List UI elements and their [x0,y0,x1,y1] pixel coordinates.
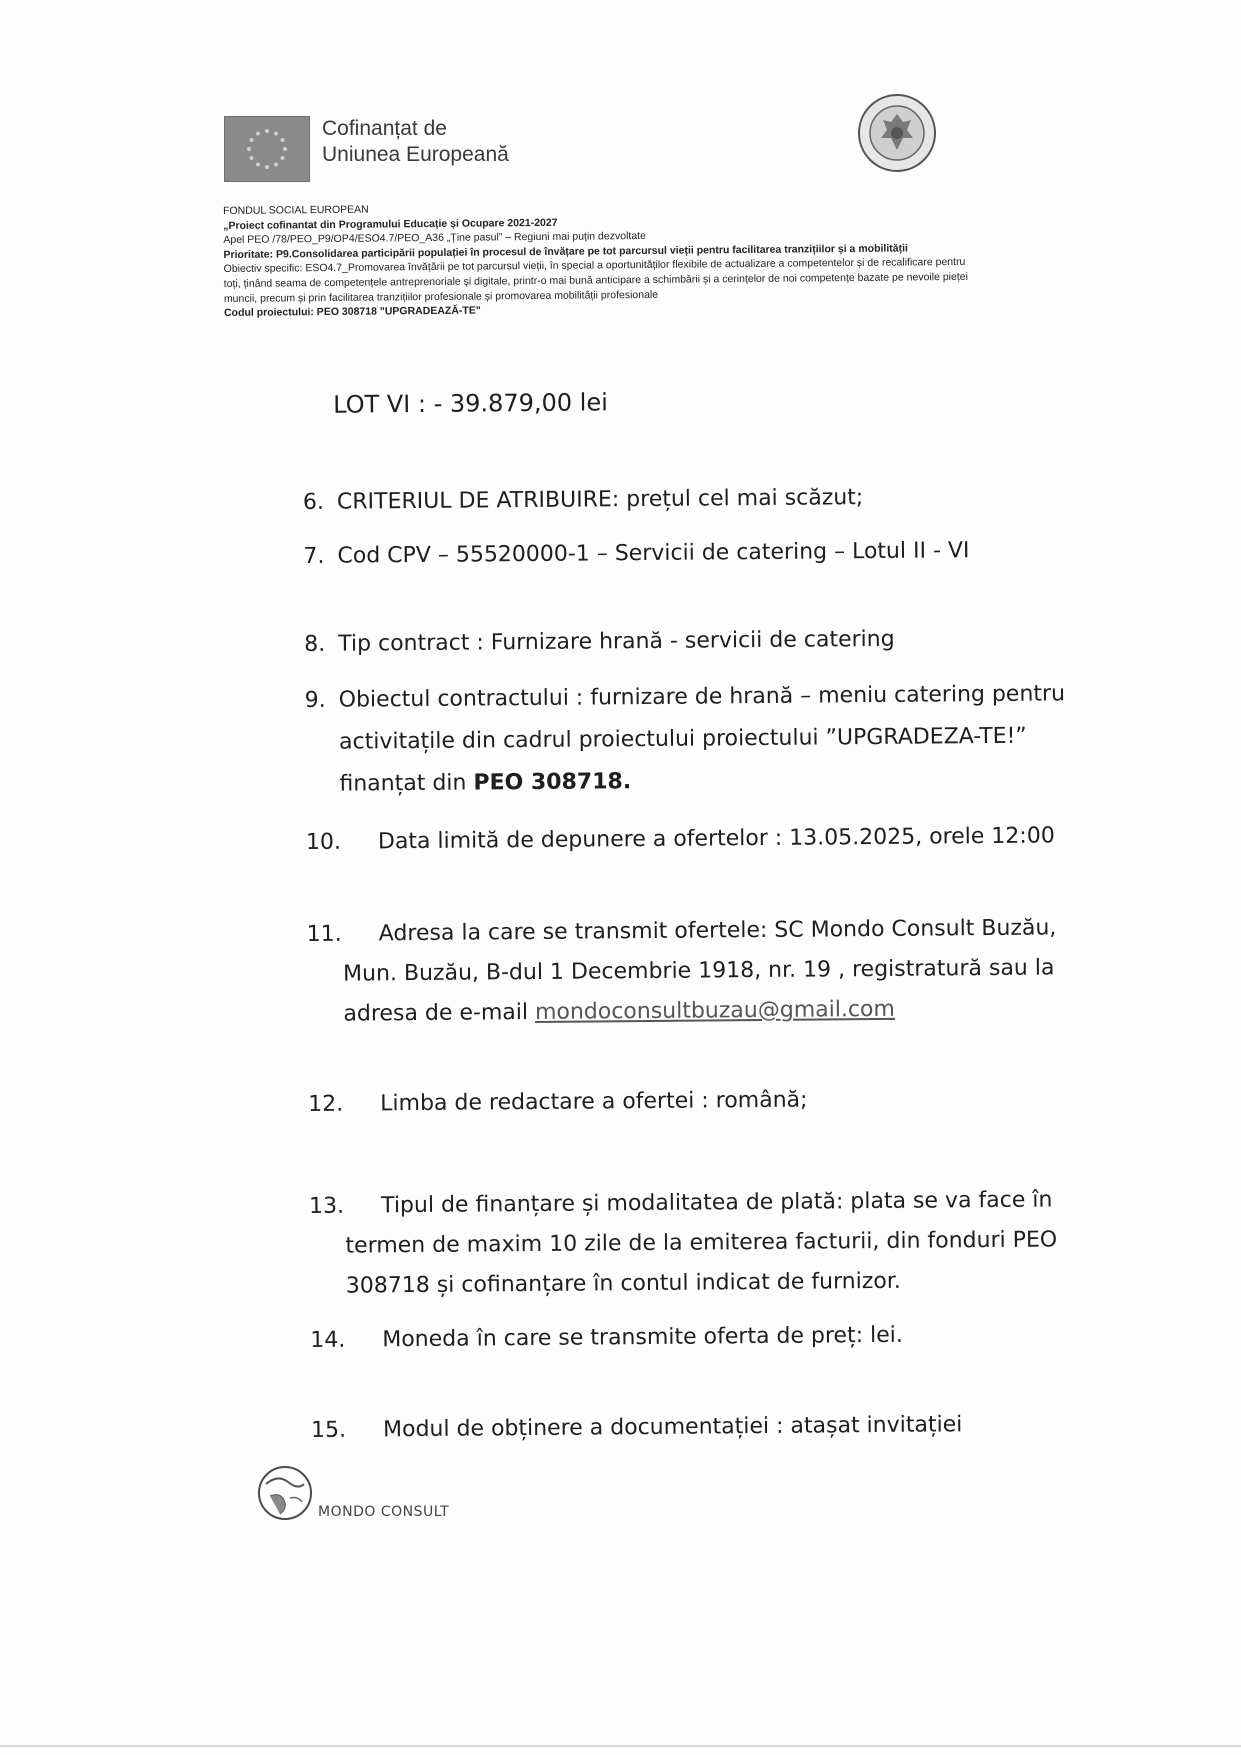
item-number: 11. [306,921,342,947]
header-line-0: FONDUL SOCIAL EUROPEAN [223,203,369,217]
item-number: 9. [304,687,326,713]
item-number: 12. [308,1091,344,1117]
header-line-2: Apel PEO /78/PEO_P9/OP4/ESO4.7/PEO_A36 „Ține pasul” – Regiuni mai puțin dezvoltate [223,230,646,247]
item-number: 10. [305,829,342,855]
lot-value: LOT VI : - 39.879,00 lei [333,388,608,419]
item-11-line-3 [343,993,895,1032]
item-text: adresa de e-mail [343,999,536,1027]
item-8 [304,623,895,662]
government-seal-icon [856,92,938,174]
item-9-line-3 [339,765,631,802]
item-13-line-3: 308718 și cofinanțare în contul indicat de furnizor. [345,1268,901,1299]
header-line-7: Codul proiectului: PEO 308718 "UPGRADEAZĂ-TE" [223,304,481,320]
item-7 [303,534,969,574]
item-number: 7. [303,543,325,569]
item-text: Tip contract : Furnizare hrană - servicii de catering [338,626,895,657]
item-6 [303,481,864,520]
item-number: 15. [310,1417,347,1443]
eu-line-1: Cofinanțat de [322,117,447,140]
item-12 [308,1084,808,1122]
item-text: Modul de obținere a documentației : atașat invitației [382,1412,963,1443]
item-13 [309,1183,1053,1223]
item-text: Cod CPV – 55520000-1 – Servicii de catering – Lotul II - VI [337,538,970,569]
item-text: finanțat din [339,770,474,797]
item-text: Tipul de finanțare și modalitatea de plată: plata se va face în [381,1187,1053,1219]
item-10 [306,819,1055,860]
footer-company-name: MONDO CONSULT [318,1504,450,1520]
item-number: 6. [302,489,325,515]
item-14 [310,1319,903,1358]
item-13-line-2: termen de maxim 10 zile de la emiterea facturii, din fonduri PEO [345,1227,1058,1259]
item-15 [311,1408,963,1448]
header-line-5: toți, ținând seama de competențele antreprenoriale și digitale, printr-o mai bună anticipare a schimbării și a cerințelor de noi competențe bazate pe nevoile pieței [223,270,968,290]
header-line-6: muncii, precum și prin facilitarea tranzițiilor profesionale și promovarea mobilității profesionale [223,288,659,305]
eu-flag-logo [224,116,310,182]
item-text: Obiectul contractului : furnizare de hrană – meniu catering pentru [338,681,1066,713]
item-text: Limba de redactare a ofertei : română; [380,1087,808,1117]
item-number: 14. [310,1327,346,1353]
header-line-3: Prioritate: P9.Consolidarea participării populației în procesul de învățare pe tot parcursul vieții pentru facilitarea tranzițiilor și a mobilității [223,242,908,261]
project-header [223,195,1124,320]
project-code: PEO 308718. [473,769,632,796]
header-line-1: „Proiect cofinantat din Programului Educație și Ocupare 2021-2027 [223,216,558,232]
item-11 [307,911,1057,952]
item-11-line-2: Mun. Buzău, B-dul 1 Decembrie 1918, nr. 19 , registratură sau la [342,955,1055,987]
header-line-4: Obiectiv specific: ESO4.7_Promovarea învățării pe tot parcursul vieții, în special a oportunităților flexibile de actualizare a competentelor și de recalificare pentru [223,256,966,276]
item-text: Moneda în care se transmite oferta de preț: lei. [382,1322,903,1353]
item-text: Data limită de depunere a ofertelor : 13.05.2025, orele 12:00 [377,823,1055,855]
eu-line-2: Uniunea Europeană [322,143,509,166]
item-text: CRITERIUL DE ATRIBUIRE: prețul cel mai scăzut; [336,485,864,515]
email-link[interactable]: mondoconsultbuzau@gmail.com [534,996,895,1025]
item-9-line-2: activitațile din cadrul proiectului proiectului ”UPGRADEZA-TE!” [338,723,1027,755]
scan-edge-line [0,1745,1241,1747]
item-number: 13. [309,1193,345,1219]
mondo-consult-logo-icon [254,1462,316,1524]
item-number: 8. [304,631,326,657]
item-text: Adresa la care se transmit ofertele: SC Mondo Consult Buzău, [378,915,1057,947]
item-9 [305,677,1066,718]
eu-cofinancing-label [322,116,509,168]
